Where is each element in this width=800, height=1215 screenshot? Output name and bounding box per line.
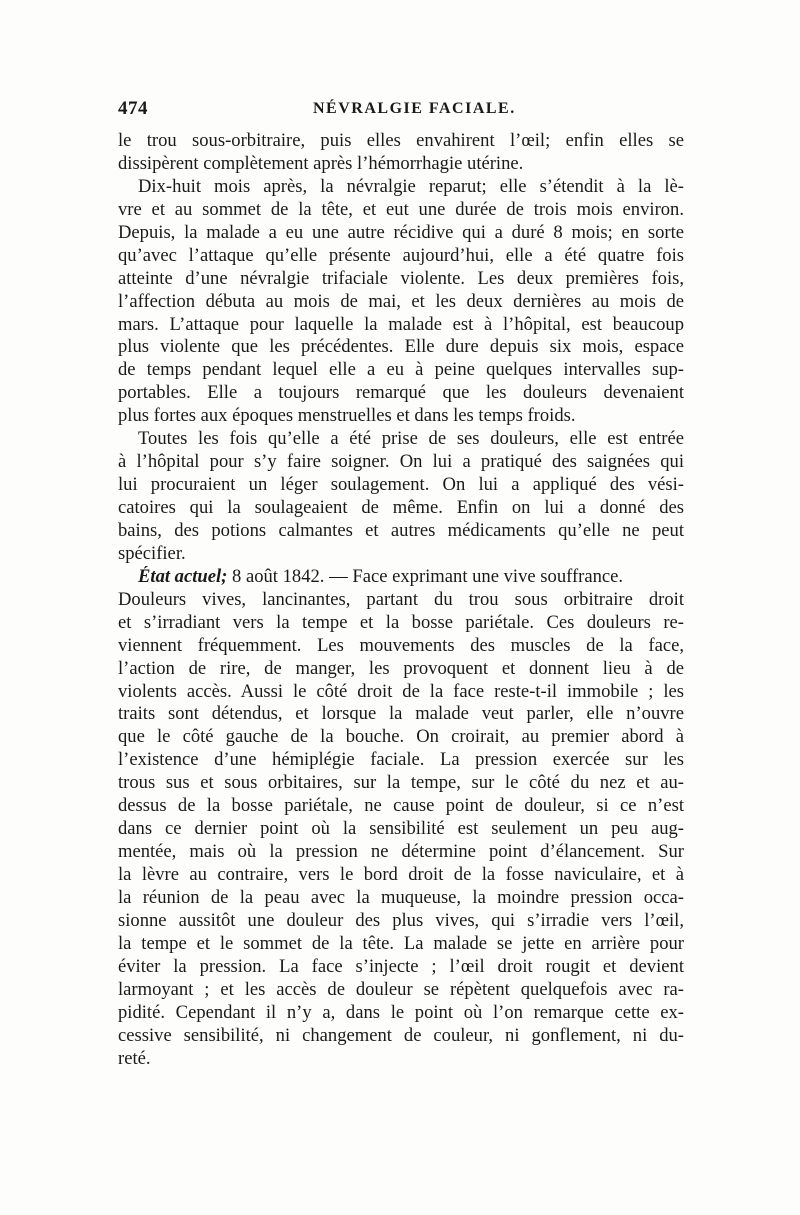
text-line: l’affection débuta au mois de mai, et les deux dernières au mois de <box>118 290 684 312</box>
text-line: l’action de rire, de manger, les provoquent et donnent lieu à de <box>118 657 684 679</box>
text-line: viennent fréquemment. Les mouvements des muscles de la face, <box>118 634 684 656</box>
text-line: et s’irradiant vers la tempe et la bosse pariétale. Ces douleurs re- <box>118 611 684 633</box>
text-line: Douleurs vives, lancinantes, partant du trou sous orbitraire droit <box>118 588 684 610</box>
text-line: violents accès. Aussi le côté droit de la face reste-t-il immobile ; les <box>118 680 684 702</box>
text-line: plus violente que les précédentes. Elle dure depuis six mois, espace <box>118 336 684 358</box>
running-title: NÉVRALGIE FACIALE. <box>313 100 516 117</box>
text-line: lui procuraient un léger soulagement. On lui a appliqué des vési- <box>118 474 684 496</box>
text-line: Toutes les fois qu’elle a été prise de ses douleurs, elle est entrée <box>138 428 684 450</box>
text-line: pidité. Cependant il n’y a, dans le point où l’on remarque cette ex- <box>118 1001 684 1023</box>
text-line: reté. <box>118 1047 151 1069</box>
text-line <box>118 566 684 589</box>
text-line: dessus de la bosse pariétale, ne cause point de douleur, si ce n’est <box>118 795 684 817</box>
text-line: la tempe et le sommet de la tête. La malade se jette en arrière pour <box>118 932 684 954</box>
text-line: Depuis, la malade a eu une autre récidive qui a duré 8 mois; en sorte <box>118 221 684 243</box>
running-head <box>118 98 688 124</box>
text-line: la réunion de la peau avec la muqueuse, la moindre pression occa- <box>118 886 684 908</box>
text-line: qu’avec l’attaque qu’elle présente aujourd’hui, elle a été quatre fois <box>118 244 684 266</box>
text-line: traits sont détendus, et lorsque la malade veut parler, elle n’ouvre <box>118 703 684 725</box>
body-text <box>118 130 684 1070</box>
text-line: portables. Elle a toujours remarqué que les douleurs devenaient <box>118 382 684 404</box>
text-line: l’existence d’une hémiplégie faciale. La pression exercée sur les <box>118 749 684 771</box>
text-line: sionne aussitôt une douleur des plus vives, qui s’irradie vers l’œil, <box>118 909 684 931</box>
text-line: atteinte d’une névralgie trifaciale violente. Les deux premières fois, <box>118 267 684 289</box>
text-line: plus fortes aux époques menstruelles et dans les temps froids. <box>118 405 576 427</box>
text-line: vre et au sommet de la tête, et eut une durée de trois mois environ. <box>118 198 684 220</box>
text-line: catoires qui la soulageaient de même. Enfin on lui a donné des <box>118 497 684 518</box>
text-line: dissipèrent complètement après l’hémorrhagie utérine. <box>118 152 524 174</box>
text-line: bains, des potions calmantes et autres médicaments qu’elle ne peut <box>118 519 684 541</box>
text-line: à l’hôpital pour s’y faire soigner. On lui a pratiqué des saignées qui <box>118 451 684 473</box>
text-line: trous sus et sous orbitaires, sur la tempe, sur le côté du nez et au- <box>118 772 684 794</box>
text-line: larmoyant ; et les accès de douleur se répètent quelquefois avec ra- <box>118 978 684 1000</box>
text-line: spécifier. <box>118 542 186 564</box>
text-line: la lèvre au contraire, vers le bord droit de la fosse naviculaire, et à <box>118 864 684 885</box>
text-line: le trou sous-orbitraire, puis elles envahirent l’œil; enfin elles se <box>118 130 684 151</box>
text-line: éviter la pression. La face s’injecte ; l’œil droit rougit et devient <box>118 955 684 977</box>
page-number: 474 <box>118 98 148 119</box>
etat-actuel-label: État actuel; <box>138 565 228 587</box>
text-line: de temps pendant lequel elle a eu à peine quelques intervalles sup- <box>118 359 684 381</box>
text-line: cessive sensibilité, ni changement de couleur, ni gonflement, ni du- <box>118 1024 684 1046</box>
text-line: dans ce dernier point où la sensibilité est seulement un peu aug- <box>118 818 684 840</box>
text-line: mars. L’attaque pour laquelle la malade est à l’hôpital, est beaucoup <box>118 313 684 335</box>
text-line: que le côté gauche de la bouche. On croirait, au premier abord à <box>118 726 684 748</box>
text-line: Dix-huit mois après, la névralgie reparut; elle s’étendit à la lè- <box>138 175 684 197</box>
text-line: mentée, mais où la pression ne détermine point d’élancement. Sur <box>118 841 684 863</box>
etat-actuel-text: 8 août 1842. — Face exprimant une vive souffrance. <box>232 565 624 587</box>
